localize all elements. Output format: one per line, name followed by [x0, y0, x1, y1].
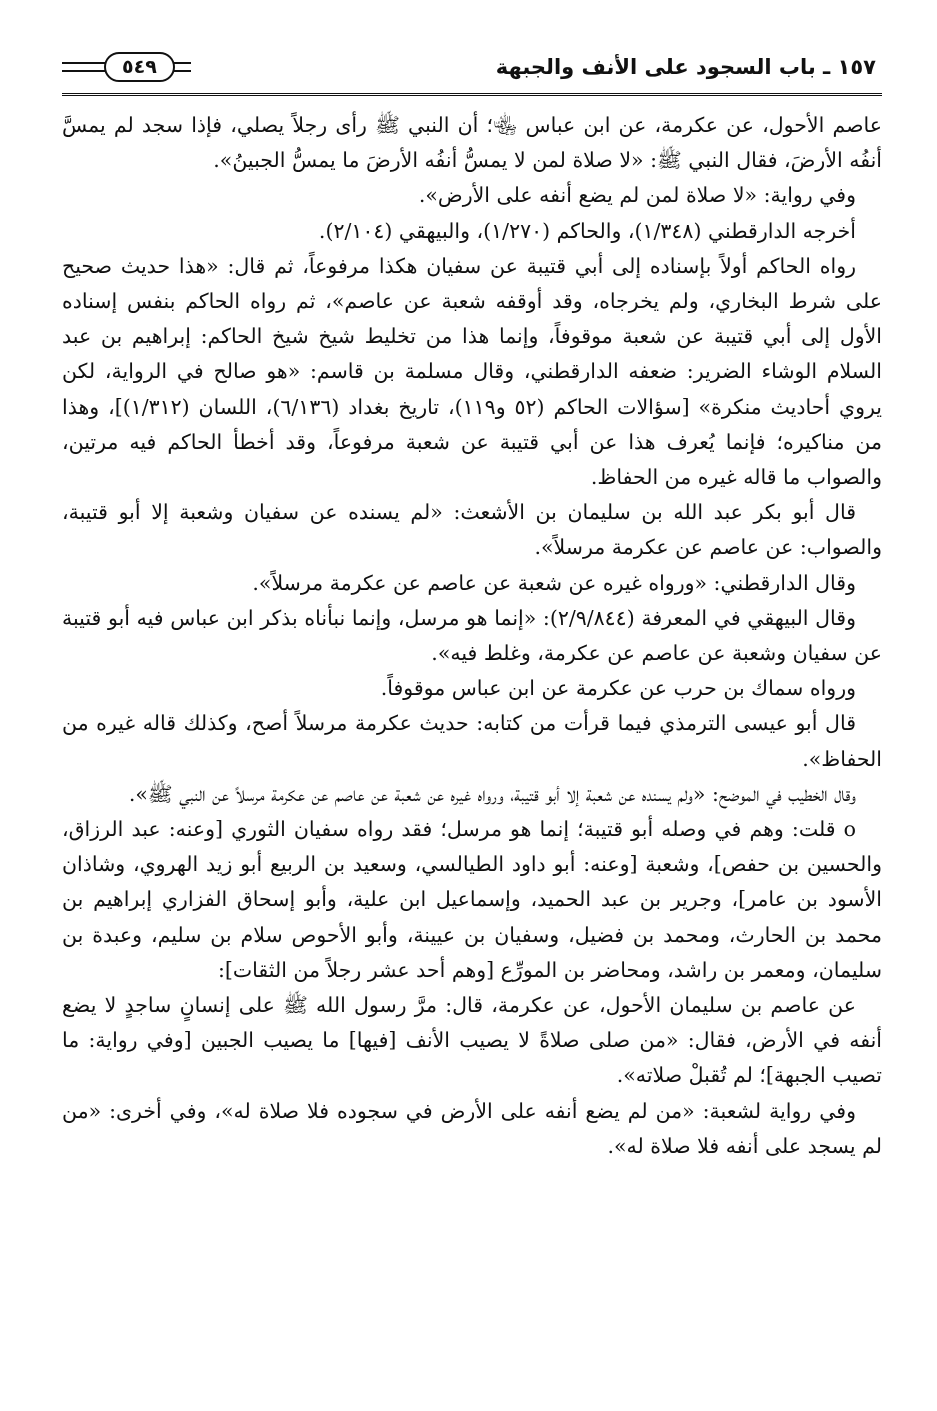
paragraph: عاصم الأحول، عن عكرمة، عن ابن عباس ﵄؛ أن النبي ﷺ رأى رجلاً يصلي، فإذا سجد لم يمسَّ أنفُه الأرضَ، فقال النبي ﷺ: «لا صلاة لمن لا يمسُّ أنفُه الأرضَ ما يمسُّ الجبينُ». [62, 113, 882, 173]
chapter-title: ١٥٧ ـ باب السجود على الأنف والجبهة [495, 55, 876, 79]
ornament-lines-left [62, 62, 106, 72]
paragraph: رواه الحاكم أولاً بإسناده إلى أبي قتيبة عن سفيان هكذا مرفوعاً، ثم قال: «هذا حديث صحيح على شرط البخاري، ولم يخرجاه، وقد أوقفه شعبة عن عاصم»، ثم رواه الحاكم بنفس إسناده الأول إلى أبي قتيبة عن شعبة موقوفاً، وإنما هذا من تخليط شيخ شيخ الحاكم: إبراهيم بن عبد السلام الوشاء الضرير: ضعفه الدارقطني، وقال مسلمة بن قاسم: «هو صالح في الرواية، لكن يروي أحاديث منكرة» [سؤالات الحاكم (٥٢ و١١٩)، تاريخ بغداد (٦/١٣٦)، اللسان (١/٣١٢)]، وهذا من مناكيره؛ فإنما يُعرف هذا عن أبي قتيبة عن شعبة مرفوعاً، وقد أخطأ الحاكم فيه مرتين، والصواب ما قاله غيره من الحفاظ. [62, 253, 882, 490]
paragraph: وقال البيهقي في المعرفة (٢/٩/٨٤٤): «إنما هو مرسل، وإنما نبأناه بذكر ابن عباس فيه أبو قتيبة عن سفيان وشعبة عن عاصم عن عكرمة، وغلط فيه». [62, 605, 882, 666]
paragraph: وقال الدارقطني: «ورواه غيره عن شعبة عن عاصم عن عكرمة مرسلاً». [252, 570, 856, 595]
paragraph: o قلت: وهم في وصله أبو قتيبة؛ إنما هو مرسل؛ فقد رواه سفيان الثوري [وعنه: عبد الرزاق، والحسين بن حفص]، وشعبة [وعنه: أبو داود الطيالسي، وسعيد بن الربيع أبو زيد الهروي، وشاذان الأسود بن عامر]، وجرير بن عبد الحميد، وإسماعيل ابن علية، وأبو إسحاق الفزاري إبراهيم بن محمد بن الحارث، ومحمد بن فضيل، وسفيان بن عيينة، وأبو الأحوص سلام بن سليم، وعبدة بن سليمان، ومعمر بن راشد، ومحاضر بن المورِّع [وهم أحد عشر رجلاً من الثقات]: [62, 817, 882, 982]
paragraph: وفي رواية: «لا صلاة لمن لم يضع أنفه على الأرض». [418, 183, 856, 208]
paragraph: عن عاصم بن سليمان الأحول، عن عكرمة، قال: مرَّ رسول الله ﷺ على إنسانٍ ساجدٍ لا يضع أنفه في الأرض، فقال: «من صلى صلاةً لا يصيب الأنف [فيها] ما يصيب الجبين [وفي رواية: ما تصيب الجبهة]؛ لم تُقبلْ صلاته». [62, 993, 882, 1088]
page-header [62, 38, 882, 96]
paragraph: أخرجه الدارقطني (١/٣٤٨)، والحاكم (١/٢٧٠)، والبيهقي (٢/١٠٤). [318, 218, 856, 243]
page-body [62, 108, 882, 1164]
paragraph: قال أبو بكر عبد الله بن سليمان بن الأشعث: «لم يسنده عن سفيان وشعبة إلا أبو قتيبة، والصواب: عن عاصم عن عكرمة مرسلاً». [62, 500, 882, 560]
paragraph: وفي رواية لشعبة: «من لم يضع أنفه على الأرض في سجوده فلا صلاة له»، وفي أخرى: «من لم يسجد على أنفه فلا صلاة له». [62, 1098, 882, 1158]
paragraph: وقال الخطيب في الموضح: «ولم يسنده عن شعبة إلا أبو قتيبة، ورواه غيره عن شعبة عن عاصم عن عكرمة مرسلاً عن النبي ﷺ». [128, 781, 856, 806]
page-number-ornament [62, 52, 191, 82]
ornament-lines-right [173, 62, 191, 72]
paragraph: قال أبو عيسى الترمذي فيما قرأت من كتابه: حديث عكرمة مرسلاً أصح، وكذلك قاله غيره من الحفاظ». [62, 711, 882, 771]
header-rule [62, 93, 882, 96]
paragraph: ورواه سماك بن حرب عن عكرمة عن ابن عباس موقوفاً. [380, 676, 856, 701]
page-number: ٥٤٩ [104, 52, 175, 82]
book-page [62, 38, 882, 1378]
